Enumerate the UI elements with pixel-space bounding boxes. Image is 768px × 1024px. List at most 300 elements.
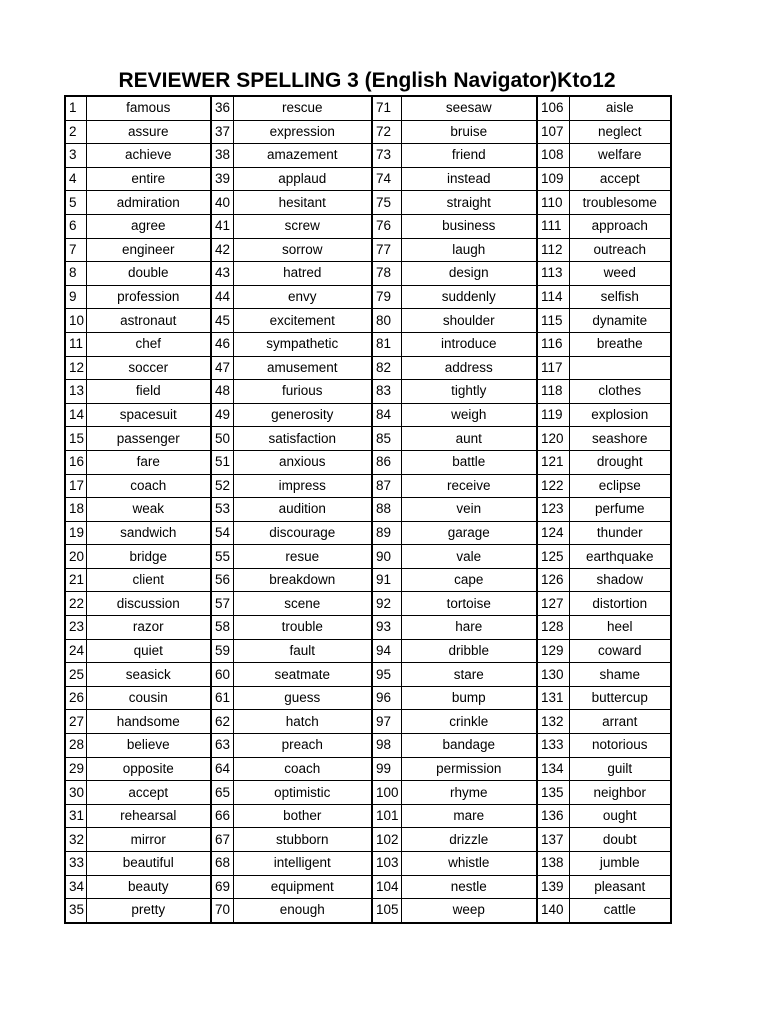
spelling-word: beauty [86, 875, 211, 899]
spelling-word: admiration [86, 191, 211, 215]
spelling-word: fault [233, 639, 372, 663]
spelling-word: entire [86, 167, 211, 191]
word-number: 5 [65, 191, 86, 215]
spelling-word: weed [569, 262, 671, 286]
spelling-word: drought [569, 450, 671, 474]
word-table-body [65, 96, 671, 923]
spelling-word: applaud [233, 167, 372, 191]
spelling-word: accept [569, 167, 671, 191]
spelling-word: preach [233, 734, 372, 758]
word-number: 17 [65, 474, 86, 498]
spelling-word: engineer [86, 238, 211, 262]
word-number: 22 [65, 592, 86, 616]
table-row [65, 899, 671, 923]
spelling-word: heel [569, 616, 671, 640]
page-title: REVIEWER SPELLING 3 (English Navigator)Kto12 [118, 69, 616, 92]
spelling-word: rehearsal [86, 804, 211, 828]
word-number: 42 [211, 238, 233, 262]
table-row [65, 710, 671, 734]
spelling-word: doubt [569, 828, 671, 852]
word-number: 70 [211, 899, 233, 923]
spelling-word: hesitant [233, 191, 372, 215]
spelling-word: amusement [233, 356, 372, 380]
word-number: 34 [65, 875, 86, 899]
word-number: 35 [65, 899, 86, 923]
word-number: 74 [372, 167, 401, 191]
spelling-word: approach [569, 214, 671, 238]
word-number: 1 [65, 96, 86, 120]
spelling-word: sandwich [86, 521, 211, 545]
spelling-word: distortion [569, 592, 671, 616]
word-number: 24 [65, 639, 86, 663]
table-row [65, 96, 671, 120]
spelling-word: outreach [569, 238, 671, 262]
word-number: 87 [372, 474, 401, 498]
word-number: 68 [211, 852, 233, 876]
word-number: 12 [65, 356, 86, 380]
table-row [65, 639, 671, 663]
table-row [65, 781, 671, 805]
spelling-word [569, 356, 671, 380]
word-number: 50 [211, 427, 233, 451]
spelling-word: aisle [569, 96, 671, 120]
spelling-word: eclipse [569, 474, 671, 498]
spelling-word: rhyme [401, 781, 537, 805]
spelling-word: hatred [233, 262, 372, 286]
word-number: 67 [211, 828, 233, 852]
word-number: 94 [372, 639, 401, 663]
spelling-word: trouble [233, 616, 372, 640]
word-number: 116 [537, 332, 569, 356]
word-number: 78 [372, 262, 401, 286]
table-row [65, 616, 671, 640]
spelling-word: assure [86, 120, 211, 144]
spelling-word: discussion [86, 592, 211, 616]
word-number: 52 [211, 474, 233, 498]
table-row [65, 332, 671, 356]
spelling-word: selfish [569, 285, 671, 309]
spelling-word: cattle [569, 899, 671, 923]
spelling-word: seatmate [233, 663, 372, 687]
word-number: 14 [65, 403, 86, 427]
word-number: 51 [211, 450, 233, 474]
word-number: 10 [65, 309, 86, 333]
word-number: 98 [372, 734, 401, 758]
table-row [65, 757, 671, 781]
spelling-word: profession [86, 285, 211, 309]
word-number: 92 [372, 592, 401, 616]
table-row [65, 144, 671, 168]
spelling-word: permission [401, 757, 537, 781]
word-number: 48 [211, 380, 233, 404]
spelling-word: ought [569, 804, 671, 828]
spelling-word: opposite [86, 757, 211, 781]
word-number: 60 [211, 663, 233, 687]
word-number: 71 [372, 96, 401, 120]
word-number: 37 [211, 120, 233, 144]
spelling-word: garage [401, 521, 537, 545]
spelling-word: straight [401, 191, 537, 215]
spelling-word: dynamite [569, 309, 671, 333]
word-number: 108 [537, 144, 569, 168]
word-number: 26 [65, 686, 86, 710]
table-row [65, 167, 671, 191]
word-number: 55 [211, 545, 233, 569]
spelling-word: field [86, 380, 211, 404]
word-number: 102 [372, 828, 401, 852]
word-number: 66 [211, 804, 233, 828]
spelling-word: friend [401, 144, 537, 168]
spelling-word: stare [401, 663, 537, 687]
word-number: 123 [537, 498, 569, 522]
word-number: 58 [211, 616, 233, 640]
spelling-word: weep [401, 899, 537, 923]
spelling-word: cousin [86, 686, 211, 710]
spelling-word: whistle [401, 852, 537, 876]
word-number: 15 [65, 427, 86, 451]
word-number: 27 [65, 710, 86, 734]
word-number: 110 [537, 191, 569, 215]
table-row [65, 875, 671, 899]
word-number: 112 [537, 238, 569, 262]
word-number: 132 [537, 710, 569, 734]
word-number: 136 [537, 804, 569, 828]
spelling-word: jumble [569, 852, 671, 876]
word-number: 106 [537, 96, 569, 120]
spelling-word: bridge [86, 545, 211, 569]
word-number: 79 [372, 285, 401, 309]
word-number: 25 [65, 663, 86, 687]
word-number: 89 [372, 521, 401, 545]
spelling-word: seashore [569, 427, 671, 451]
word-number: 135 [537, 781, 569, 805]
spelling-word: weak [86, 498, 211, 522]
table-row [65, 545, 671, 569]
spelling-word: bother [233, 804, 372, 828]
word-number: 36 [211, 96, 233, 120]
word-number: 130 [537, 663, 569, 687]
spelling-word: battle [401, 450, 537, 474]
word-number: 111 [537, 214, 569, 238]
word-number: 47 [211, 356, 233, 380]
spelling-word: generosity [233, 403, 372, 427]
spelling-word: astronaut [86, 309, 211, 333]
table-row [65, 474, 671, 498]
spelling-word: shame [569, 663, 671, 687]
word-number: 77 [372, 238, 401, 262]
word-number: 140 [537, 899, 569, 923]
word-number: 11 [65, 332, 86, 356]
table-row [65, 521, 671, 545]
spelling-word: soccer [86, 356, 211, 380]
word-number: 40 [211, 191, 233, 215]
spelling-word: agree [86, 214, 211, 238]
spelling-word: breathe [569, 332, 671, 356]
word-number: 115 [537, 309, 569, 333]
word-number: 134 [537, 757, 569, 781]
table-row [65, 663, 671, 687]
word-number: 95 [372, 663, 401, 687]
word-number: 6 [65, 214, 86, 238]
word-number: 84 [372, 403, 401, 427]
table-row [65, 356, 671, 380]
spelling-word: coward [569, 639, 671, 663]
word-number: 21 [65, 568, 86, 592]
spelling-word: beautiful [86, 852, 211, 876]
spelling-word: business [401, 214, 537, 238]
spelling-word: notorious [569, 734, 671, 758]
word-number: 126 [537, 568, 569, 592]
spelling-word: screw [233, 214, 372, 238]
spelling-word: tightly [401, 380, 537, 404]
word-number: 91 [372, 568, 401, 592]
spelling-word: bandage [401, 734, 537, 758]
word-number: 59 [211, 639, 233, 663]
table-row [65, 498, 671, 522]
word-number: 73 [372, 144, 401, 168]
spelling-word: laugh [401, 238, 537, 262]
spelling-word: thunder [569, 521, 671, 545]
word-number: 57 [211, 592, 233, 616]
spelling-word: double [86, 262, 211, 286]
word-number: 105 [372, 899, 401, 923]
word-number: 125 [537, 545, 569, 569]
table-row [65, 262, 671, 286]
word-number: 20 [65, 545, 86, 569]
word-number: 46 [211, 332, 233, 356]
spelling-word: achieve [86, 144, 211, 168]
table-row [65, 686, 671, 710]
table-row [65, 403, 671, 427]
word-number: 138 [537, 852, 569, 876]
spelling-word: client [86, 568, 211, 592]
spelling-word: audition [233, 498, 372, 522]
word-number: 127 [537, 592, 569, 616]
word-number: 7 [65, 238, 86, 262]
table-row [65, 285, 671, 309]
spelling-word: troublesome [569, 191, 671, 215]
spelling-word: equipment [233, 875, 372, 899]
word-number: 99 [372, 757, 401, 781]
word-number: 104 [372, 875, 401, 899]
table-row [65, 828, 671, 852]
spelling-word: amazement [233, 144, 372, 168]
word-number: 29 [65, 757, 86, 781]
spelling-word: nestle [401, 875, 537, 899]
word-number: 3 [65, 144, 86, 168]
word-number: 86 [372, 450, 401, 474]
spelling-word: discourage [233, 521, 372, 545]
word-number: 38 [211, 144, 233, 168]
word-number: 72 [372, 120, 401, 144]
spelling-word: neighbor [569, 781, 671, 805]
spelling-word: clothes [569, 380, 671, 404]
spelling-word: optimistic [233, 781, 372, 805]
word-number: 114 [537, 285, 569, 309]
word-number: 90 [372, 545, 401, 569]
spelling-word: coach [233, 757, 372, 781]
spelling-word: instead [401, 167, 537, 191]
word-number: 131 [537, 686, 569, 710]
spelling-word: shadow [569, 568, 671, 592]
word-number: 16 [65, 450, 86, 474]
word-number: 139 [537, 875, 569, 899]
word-number: 39 [211, 167, 233, 191]
spelling-word: neglect [569, 120, 671, 144]
word-number: 88 [372, 498, 401, 522]
spelling-word: pleasant [569, 875, 671, 899]
word-number: 33 [65, 852, 86, 876]
word-number: 23 [65, 616, 86, 640]
spelling-word: address [401, 356, 537, 380]
word-number: 118 [537, 380, 569, 404]
spelling-word: chef [86, 332, 211, 356]
spelling-word: crinkle [401, 710, 537, 734]
word-number: 18 [65, 498, 86, 522]
spelling-word: perfume [569, 498, 671, 522]
word-number: 97 [372, 710, 401, 734]
spelling-word: dribble [401, 639, 537, 663]
spelling-word: weigh [401, 403, 537, 427]
word-number: 30 [65, 781, 86, 805]
spelling-word: excitement [233, 309, 372, 333]
table-row [65, 309, 671, 333]
spelling-word: hare [401, 616, 537, 640]
spelling-word: buttercup [569, 686, 671, 710]
spelling-word: satisfaction [233, 427, 372, 451]
word-number: 56 [211, 568, 233, 592]
word-number: 113 [537, 262, 569, 286]
word-number: 119 [537, 403, 569, 427]
spelling-word: famous [86, 96, 211, 120]
spelling-word: passenger [86, 427, 211, 451]
word-number: 64 [211, 757, 233, 781]
word-number: 93 [372, 616, 401, 640]
spelling-word: mare [401, 804, 537, 828]
word-number: 2 [65, 120, 86, 144]
spelling-word: spacesuit [86, 403, 211, 427]
spelling-word: razor [86, 616, 211, 640]
word-number: 100 [372, 781, 401, 805]
word-number: 63 [211, 734, 233, 758]
word-number: 107 [537, 120, 569, 144]
spelling-word: envy [233, 285, 372, 309]
table-row [65, 238, 671, 262]
spelling-word: vale [401, 545, 537, 569]
word-number: 19 [65, 521, 86, 545]
spelling-word: arrant [569, 710, 671, 734]
spelling-word: vein [401, 498, 537, 522]
word-number: 82 [372, 356, 401, 380]
word-number: 120 [537, 427, 569, 451]
spelling-word: welfare [569, 144, 671, 168]
spelling-word: bump [401, 686, 537, 710]
word-number: 31 [65, 804, 86, 828]
spelling-word: guess [233, 686, 372, 710]
spelling-word: drizzle [401, 828, 537, 852]
word-number: 13 [65, 380, 86, 404]
word-number: 28 [65, 734, 86, 758]
spelling-word: earthquake [569, 545, 671, 569]
spelling-word: suddenly [401, 285, 537, 309]
table-row [65, 852, 671, 876]
word-number: 129 [537, 639, 569, 663]
spelling-word: coach [86, 474, 211, 498]
spelling-word: cape [401, 568, 537, 592]
spelling-word: introduce [401, 332, 537, 356]
spelling-word: seasick [86, 663, 211, 687]
word-number: 54 [211, 521, 233, 545]
spelling-word: bruise [401, 120, 537, 144]
word-number: 8 [65, 262, 86, 286]
spelling-word: expression [233, 120, 372, 144]
spelling-word: anxious [233, 450, 372, 474]
spelling-word: impress [233, 474, 372, 498]
table-row [65, 592, 671, 616]
spelling-word: enough [233, 899, 372, 923]
spelling-word-table [64, 95, 672, 924]
spelling-word: shoulder [401, 309, 537, 333]
table-row [65, 214, 671, 238]
table-row [65, 427, 671, 451]
word-number: 53 [211, 498, 233, 522]
spelling-word: stubborn [233, 828, 372, 852]
word-number: 76 [372, 214, 401, 238]
word-number: 62 [211, 710, 233, 734]
spelling-word: receive [401, 474, 537, 498]
word-number: 75 [372, 191, 401, 215]
spelling-word: mirror [86, 828, 211, 852]
table-row [65, 450, 671, 474]
spelling-word: tortoise [401, 592, 537, 616]
table-row [65, 568, 671, 592]
spelling-word: seesaw [401, 96, 537, 120]
word-number: 44 [211, 285, 233, 309]
table-row [65, 734, 671, 758]
word-number: 32 [65, 828, 86, 852]
word-number: 80 [372, 309, 401, 333]
table-row [65, 191, 671, 215]
spelling-word: design [401, 262, 537, 286]
word-number: 137 [537, 828, 569, 852]
spelling-word: furious [233, 380, 372, 404]
word-number: 103 [372, 852, 401, 876]
word-number: 41 [211, 214, 233, 238]
spelling-word: quiet [86, 639, 211, 663]
word-number: 81 [372, 332, 401, 356]
spelling-word: sorrow [233, 238, 372, 262]
spelling-word: rescue [233, 96, 372, 120]
table-row [65, 120, 671, 144]
spelling-word: aunt [401, 427, 537, 451]
spelling-word: breakdown [233, 568, 372, 592]
word-number: 83 [372, 380, 401, 404]
word-number: 43 [211, 262, 233, 286]
word-number: 101 [372, 804, 401, 828]
word-number: 4 [65, 167, 86, 191]
table-row [65, 804, 671, 828]
spelling-word: pretty [86, 899, 211, 923]
spelling-word: scene [233, 592, 372, 616]
spelling-word: believe [86, 734, 211, 758]
word-number: 45 [211, 309, 233, 333]
word-number: 122 [537, 474, 569, 498]
word-number: 133 [537, 734, 569, 758]
word-number: 96 [372, 686, 401, 710]
spelling-word: resue [233, 545, 372, 569]
table-row [65, 380, 671, 404]
word-number: 121 [537, 450, 569, 474]
